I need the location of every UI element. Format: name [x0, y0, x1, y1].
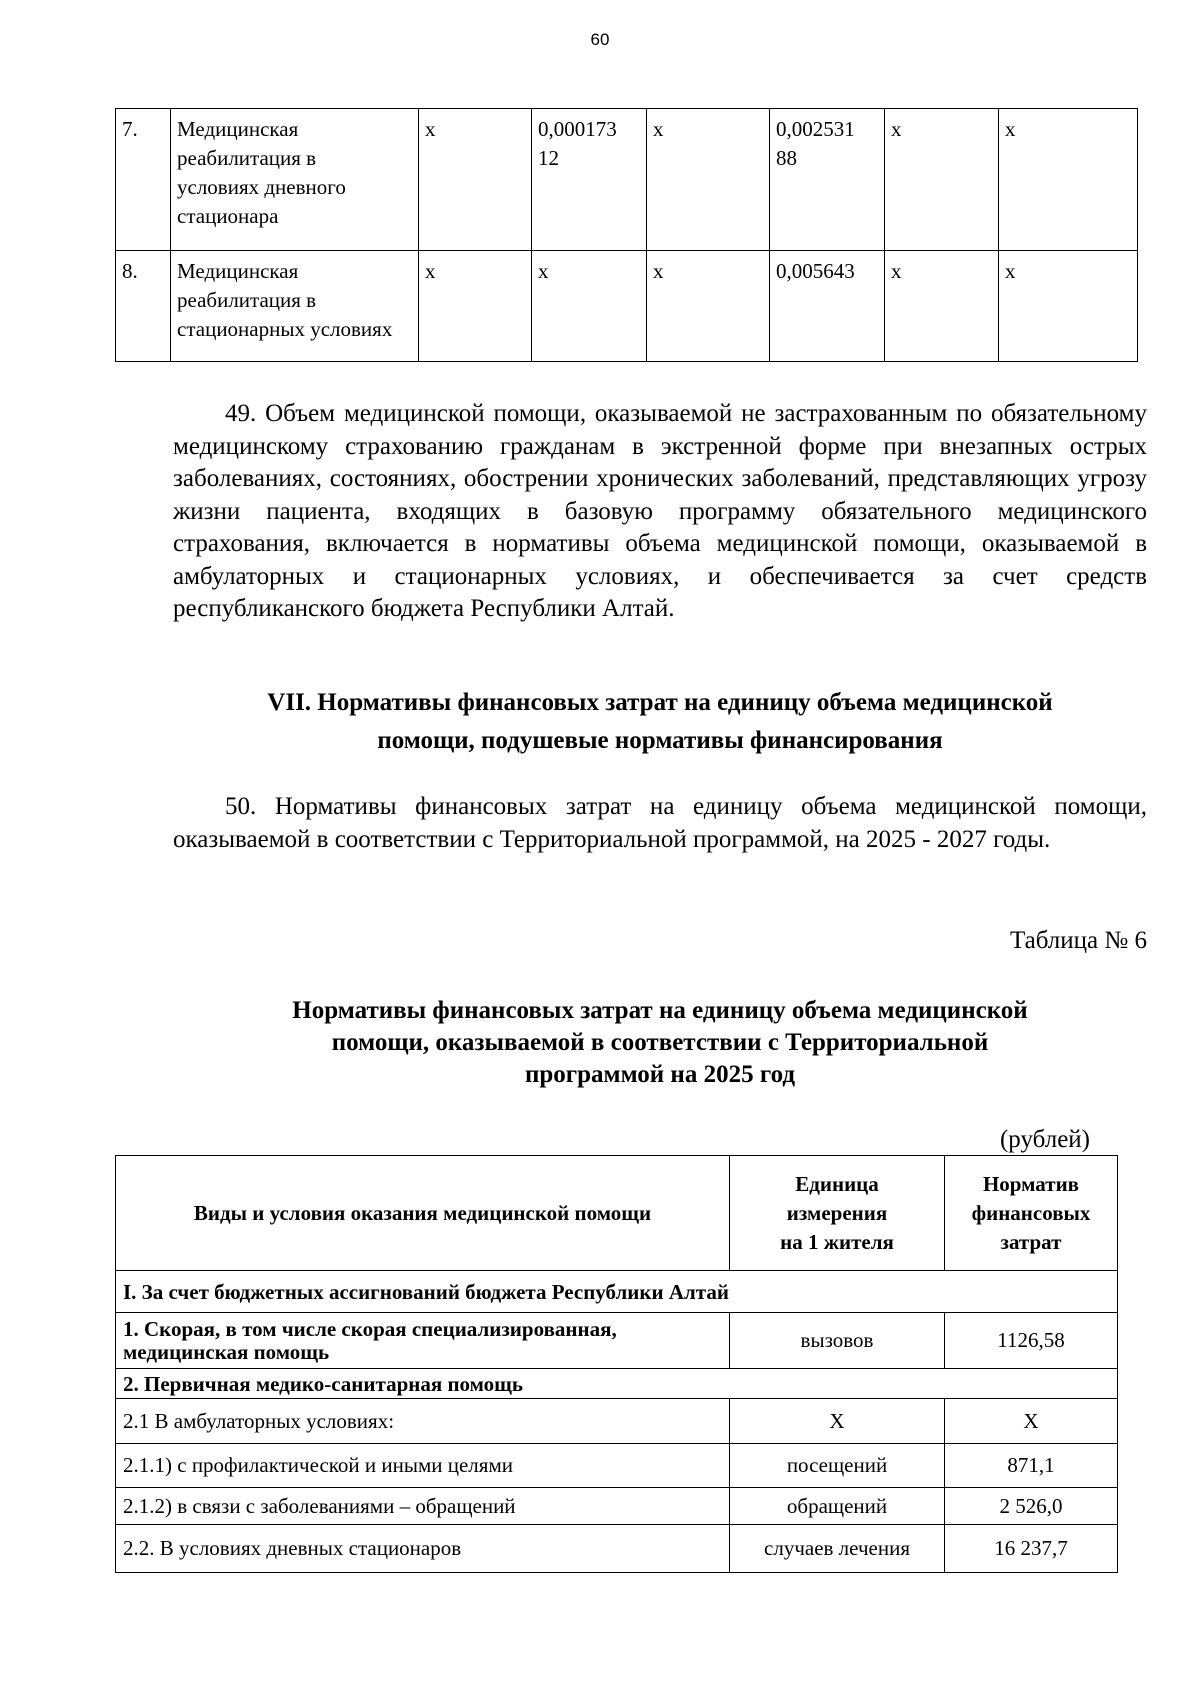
unit-cell: посещений — [730, 1444, 945, 1488]
value-cell: 871,1 — [945, 1444, 1118, 1488]
table-cell: x — [647, 109, 770, 251]
rehabilitation-volume-table — [115, 108, 1138, 362]
financial-norms-table — [115, 1155, 1118, 1573]
row-name: Медицинская реабилитация в стационарных условиях — [171, 251, 419, 362]
unit-cell: вызовов — [730, 1313, 945, 1369]
column-header: Единица измерения на 1 жителя — [730, 1156, 945, 1271]
table-cell: x — [999, 251, 1138, 362]
row-number: 7. — [116, 109, 171, 251]
table-cell: x — [532, 251, 647, 362]
section-row — [116, 1271, 1118, 1313]
value-cell: X — [945, 1399, 1118, 1444]
row-label: 2.1.1) с профилактической и иными целями — [116, 1444, 730, 1488]
table-row — [116, 1444, 1118, 1488]
table-cell: x — [419, 109, 532, 251]
table-row — [116, 1488, 1118, 1525]
row-label: 2.2. В условиях дневных стационаров — [116, 1525, 730, 1573]
table-cell: 0,000173 12 — [532, 109, 647, 251]
unit-cell: обращений — [730, 1488, 945, 1525]
table-cell: x — [647, 251, 770, 362]
value-cell: 2 526,0 — [945, 1488, 1118, 1525]
table-header-row — [116, 1156, 1118, 1271]
section-label: I. За счет бюджетных ассигнований бюджета Республики Алтай — [116, 1271, 1118, 1313]
table-row — [116, 1399, 1118, 1444]
table-row — [116, 1525, 1118, 1573]
paragraph-50: 50. Нормативы финансовых затрат на единицу объема медицинской помощи, оказываемой в соответствии с Территориальной программой, на 2025 - 2027 годы. — [173, 793, 1147, 853]
column-header: Виды и условия оказания медицинской помощи — [116, 1156, 730, 1271]
row-number: 8. — [116, 251, 171, 362]
unit-cell: случаев лечения — [730, 1525, 945, 1573]
table-label: Таблица № 6 — [1009, 927, 1147, 954]
table-cell: 0,002531 88 — [770, 109, 885, 251]
table-row — [116, 109, 1138, 251]
table-title: Нормативы финансовых затрат на единицу объема медицинской помощи, оказываемой в соответствии с Территориальной программой на 2025 год — [292, 997, 1028, 1088]
table-cell: x — [885, 251, 999, 362]
unit-note: (рублей) — [999, 1126, 1090, 1153]
table-cell: x — [999, 109, 1138, 251]
section-heading: VII. Нормативы финансовых затрат на единицу объема медицинской помощи, подушевые нормативы финансирования — [267, 689, 1053, 754]
table-cell: 0,005643 — [770, 251, 885, 362]
row-name: Медицинская реабилитация в условиях дневного стационара — [171, 109, 419, 251]
value-cell: 1126,58 — [945, 1313, 1118, 1369]
section-label: 2. Первичная медико-санитарная помощь — [116, 1369, 1118, 1399]
table-row — [116, 1313, 1118, 1369]
section-row — [116, 1369, 1118, 1399]
row-label: 1. Скорая, в том числе скорая специализированная, медицинская помощь — [116, 1313, 730, 1369]
table-cell: x — [885, 109, 999, 251]
value-cell: 16 237,7 — [945, 1525, 1118, 1573]
column-header: Норматив финансовых затрат — [945, 1156, 1118, 1271]
row-label: 2.1 В амбулаторных условиях: — [116, 1399, 730, 1444]
paragraph-49: 49. Объем медицинской помощи, оказываемой не застрахованным по обязательному медицинскому страхованию гражданам в экстренной форме при внезапных острых заболеваниях, состояниях, обострении хронических заболеваний, представляющих угрозу жизни пациента, входящих в базовую программу обязательного медицинского страхования, включается в нормативы объема медицинской помощи, оказываемой в амбулаторных и стационарных условиях, и обеспечивается за счет средств республиканского бюджета Республики Алтай. — [173, 400, 1147, 622]
page-number: 60 — [590, 30, 610, 49]
row-label: 2.1.2) в связи с заболеваниями – обращений — [116, 1488, 730, 1525]
unit-cell: X — [730, 1399, 945, 1444]
table-row — [116, 251, 1138, 362]
table-cell: x — [419, 251, 532, 362]
